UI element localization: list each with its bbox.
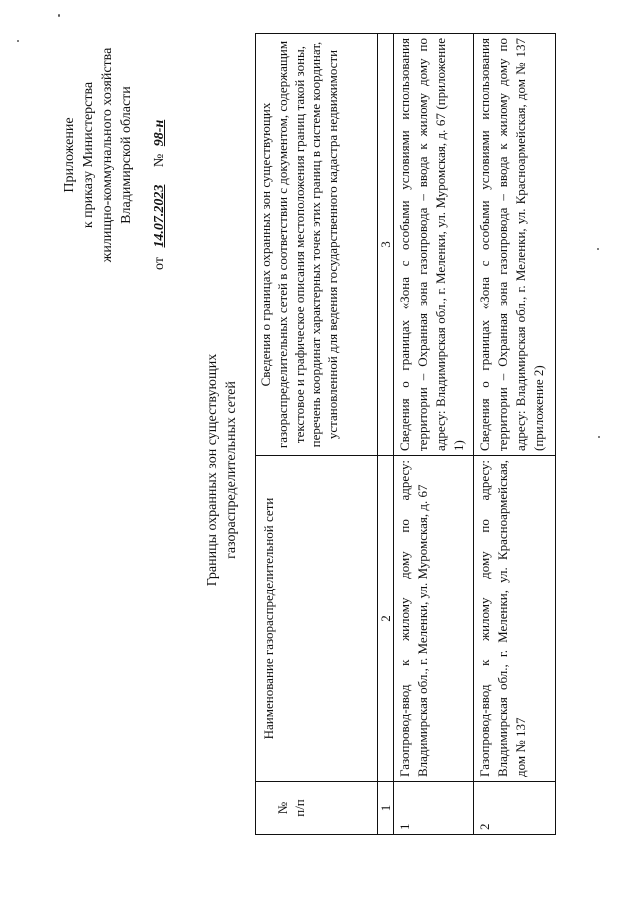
table-row-1-number — [394, 782, 473, 834]
table-line — [555, 33, 556, 835]
table-row-2-info — [474, 34, 555, 455]
appendix-line-1: к приказу Министерства — [81, 81, 96, 229]
colnum-cell-3 — [378, 34, 393, 455]
colnum-cell-2 — [378, 456, 393, 781]
row-number: 2 — [477, 823, 492, 830]
order-number: 98-н — [152, 119, 167, 147]
table-row-2-name — [474, 456, 555, 781]
row-zone-info: Сведения о границах «Зона с особыми условиями использования территории – Охранная зона газопровода – ввода к жилому дому по адресу: Владимирская обл., г. Меленки, ул. Муромская, д. 67 (приложение 1) — [397, 38, 466, 451]
row-zone-info: Сведения о границах «Зона с особыми условиями использования территории – Охранная зона газопровода – ввода к жилому дому по адресу: Владимирская обл., г. Меленки, ул. Красноармейская, дом № 137 (приложение 2) — [477, 38, 546, 451]
scan-speck — [598, 436, 600, 438]
appendix-block — [60, 40, 169, 270]
column-number: 1 — [378, 804, 393, 812]
document-heading — [203, 340, 241, 600]
row-network-name: Газопровод-ввод к жилому дому по адресу: Владимирская обл., г. Меленки, ул. Муромская, д. 67 — [397, 460, 430, 777]
header-number-label: № п/п — [275, 799, 307, 817]
appendix-line-2: жилищно-коммунального хозяйства — [100, 47, 115, 263]
table-row-1-name — [394, 456, 473, 781]
appendix-line-3: Владимирской области — [119, 86, 134, 224]
table-row-2-number — [474, 782, 555, 834]
row-number: 1 — [397, 823, 412, 830]
column-number: 2 — [378, 615, 393, 622]
header-info-label: Сведения о границах охранных зон существующих газораспределительных сетей в соответствии с документом, содержащим текстовое и графическое описания местоположения границ такой зоны, перечень координат характерных точек этих границ в системе координат, установленной для ведения государственного кадастра недвижимости — [258, 40, 341, 449]
order-date: 14.07.2023 — [152, 184, 167, 248]
from-label: от — [152, 257, 167, 270]
header-cell-info — [256, 34, 377, 455]
row-network-name: Газопровод-ввод к жилому дому по адресу: Владимирская обл., г. Меленки, ул. Красноармейская, дом № 137 — [477, 460, 528, 777]
header-name-label: Наименование газораспределительной сети — [261, 497, 276, 740]
scan-speck — [17, 40, 19, 42]
scan-speck — [58, 14, 60, 17]
table-line — [255, 834, 556, 835]
table-row-1-info — [394, 34, 473, 455]
header-cell-name — [256, 456, 377, 781]
scan-speck — [597, 248, 599, 250]
column-number: 3 — [378, 241, 393, 248]
heading-line-2: газораспределительных сетей — [224, 381, 239, 559]
heading-line-1: Границы охранных зон существующих — [205, 353, 220, 587]
appendix-title: Приложение — [62, 117, 77, 193]
colnum-cell-1 — [378, 782, 393, 834]
header-cell-number — [256, 782, 377, 834]
number-label: № — [152, 153, 167, 168]
appendix-date-line — [150, 40, 169, 270]
